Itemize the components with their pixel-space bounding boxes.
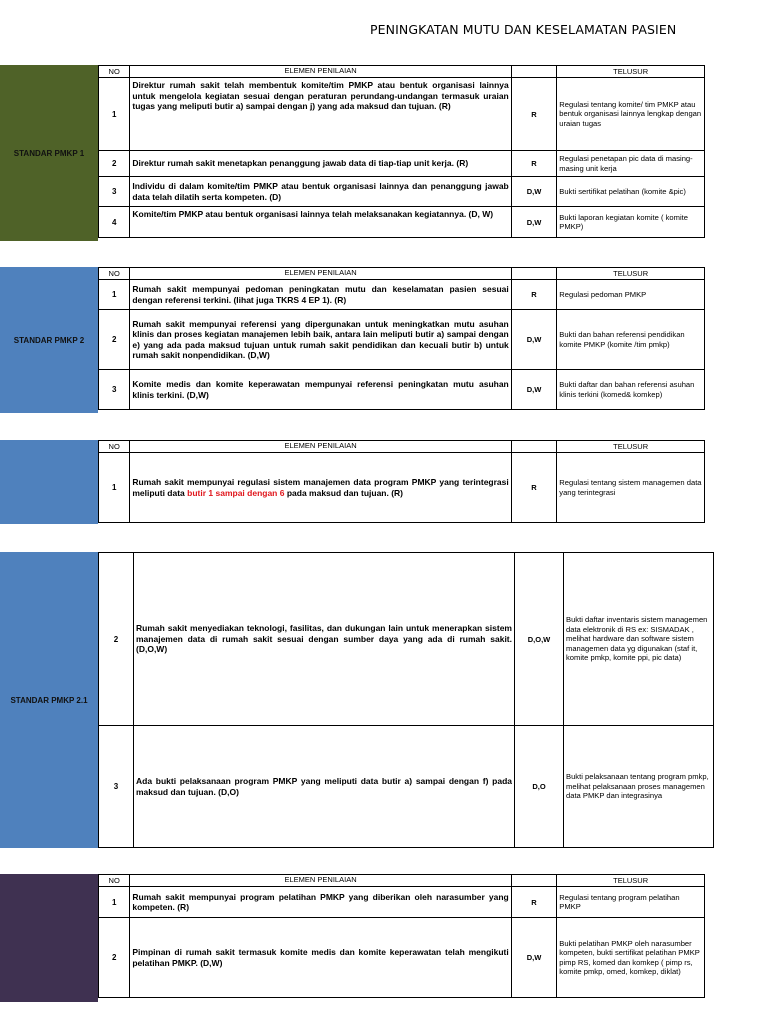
row-elemen: Komite medis dan komite keperawatan mempunyai referensi peningkatan mutu asuhan klinis terkini. (D,W) (130, 370, 511, 410)
header-telusur: TELUSUR (557, 66, 705, 78)
header-elemen: ELEMEN PENILAIAN (130, 875, 511, 887)
row-elemen: Rumah sakit mempunyai program pelatihan PMKP yang diberikan oleh narasumber yang kompeten. (R) (130, 887, 511, 918)
assessment-table (98, 552, 714, 848)
assessment-table (98, 440, 705, 523)
row-elemen: Ada bukti pelaksanaan program PMKP yang meliputi data butir a) sampai dengan f) pada maksud dan tujuan. (D,O) (134, 726, 515, 848)
section-label-text: STANDAR PMKP 2.1 (10, 695, 88, 705)
row-no: 2 (99, 553, 134, 726)
table-row (99, 151, 705, 177)
header-elemen: ELEMEN PENILAIAN (130, 66, 511, 78)
header-telusur: TELUSUR (557, 441, 705, 453)
row-elemen: Pimpinan di rumah sakit termasuk komite medis dan komite keperawatan telah mengikuti pelatihan PMKP. (D,W) (130, 918, 511, 998)
header-code (511, 875, 557, 887)
row-elemen: Individu di dalam komite/tim PMKP atau bentuk organisasi lainnya dan penanggung jawab data telah dilatih serta kompeten. (D) (130, 177, 511, 207)
row-elemen-text: pada maksud dan tujuan. (R) (284, 487, 404, 498)
row-telusur: Bukti pelatihan PMKP oleh narasumber kompeten, bukti sertifikat pelatihan PMKP pimp RS, komed dan komkep ( pimp rs, komite pmkp, omed, komkep, diklat) (557, 918, 705, 998)
header-no: NO (99, 875, 130, 887)
row-telusur: Bukti laporan kegiatan komite ( komite PMKP) (557, 207, 705, 238)
row-telusur: Bukti sertifikat pelatihan (komite &pic) (557, 177, 705, 207)
row-no: 3 (99, 370, 130, 410)
row-code: D,W (511, 370, 557, 410)
section-pmkp-2-1-top (0, 440, 768, 524)
row-no: 2 (99, 151, 130, 177)
row-no: 2 (99, 310, 130, 370)
row-telusur: Bukti daftar inventaris sistem managemen data elektronik di RS ex: SISMADAK , melihat hardware dan software sistem managemen data yg digunakan (staf it, komite pmkp, komite ppi, pic data) (564, 553, 714, 726)
table-row (99, 887, 705, 918)
row-no: 1 (99, 887, 130, 918)
row-code: R (511, 280, 557, 310)
row-elemen: Direktur rumah sakit menetapkan penanggung jawab data di tiap-tiap unit kerja. (R) (130, 151, 511, 177)
section-pmkp-training (0, 874, 768, 1002)
row-elemen: Rumah sakit mempunyai referensi yang dipergunakan untuk meningkatkan mutu asuhan klinis dan proses kegiatan manajemen lebih baik, antara lain meliputi butir a) sampai dengan e) yang ada pada maksud tujuan untuk rumah sakit pendidikan dan kecuali butir b) untuk rumah sakit nonpendidikan. (D,W) (130, 310, 511, 370)
row-elemen-text: Rumah sakit mempunyai regulasi sistem manajemen data program PMKP yang terintegrasi meliputi data (132, 477, 509, 498)
row-elemen: Direktur rumah sakit telah membentuk komite/tim PMKP atau bentuk organisasi lainnya untuk mengelola kegiatan sesuai dengan peraturan perundang-undangan termasuk uraian tugas yang meliputi butir a) sampai dengan j) yang ada maksud dan tujuan. (R) (130, 78, 511, 151)
section-label-text: STANDAR PMKP 2 (13, 335, 85, 345)
row-elemen (130, 453, 511, 523)
row-telusur: Regulasi tentang sistem managemen data yang terintegrasi (557, 453, 705, 523)
table-row (99, 207, 705, 238)
row-telusur: Regulasi pedoman PMKP (557, 280, 705, 310)
row-no: 4 (99, 207, 130, 238)
table-header-row (99, 268, 705, 280)
header-no: NO (99, 66, 130, 78)
row-code: R (511, 453, 557, 523)
row-elemen: Rumah sakit mempunyai pedoman peningkatan mutu dan keselamatan pasien sesuai dengan referensi terkini. (lihat juga TKRS 4 EP 1). (R) (130, 280, 511, 310)
section-label-sidebar (0, 440, 98, 524)
section-label-pmkp-2-1 (0, 552, 98, 848)
table-header-row (99, 66, 705, 78)
table-row (99, 553, 714, 726)
row-telusur: Regulasi penetapan pic data di masing-masing unit kerja (557, 151, 705, 177)
table-row (99, 453, 705, 523)
header-no: NO (99, 441, 130, 453)
table-header-row (99, 875, 705, 887)
row-telusur: Regulasi tentang komite/ tim PMKP atau bentuk organisasi lainnya lengkap dengan uraian tugas (557, 78, 705, 151)
row-code: R (511, 78, 557, 151)
row-telusur: Bukti pelaksanaan tentang program pmkp, melihat pelaksanaan proses managemen data PMKP dan integrasinya (564, 726, 714, 848)
row-code: D,W (511, 177, 557, 207)
row-elemen: Komite/tim PMKP atau bentuk organisasi lainnya telah melaksanakan kegiatannya. (D, W) (130, 207, 511, 238)
header-code (511, 268, 557, 280)
header-no: NO (99, 268, 130, 280)
section-label-pmkp-1 (0, 65, 98, 241)
section-label-sidebar (0, 874, 98, 1002)
section-pmkp-1 (0, 65, 768, 241)
row-elemen: Rumah sakit menyediakan teknologi, fasilitas, dan dukungan lain untuk menerapkan sistem manajemen data di rumah sakit sesuai dengan sumber daya yang ada di rumah sakit. (D,O,W) (134, 553, 515, 726)
row-code: D,W (511, 918, 557, 998)
assessment-table (98, 65, 705, 238)
table-row (99, 280, 705, 310)
table-row (99, 177, 705, 207)
table-row (99, 370, 705, 410)
header-telusur: TELUSUR (557, 268, 705, 280)
header-elemen: ELEMEN PENILAIAN (130, 268, 511, 280)
header-code (511, 66, 557, 78)
section-label-text: STANDAR PMKP 1 (13, 148, 85, 158)
section-pmkp-2-1 (0, 552, 768, 848)
row-no: 1 (99, 453, 130, 523)
row-telusur: Bukti dan bahan referensi pendidikan komite PMKP (komite /tim pmkp) (557, 310, 705, 370)
assessment-table (98, 267, 705, 410)
row-code: D,O (515, 726, 564, 848)
page-title: PENINGKATAN MUTU DAN KESELAMATAN PASIEN (370, 22, 677, 37)
table-row (99, 726, 714, 848)
row-no: 3 (99, 177, 130, 207)
table-header-row (99, 441, 705, 453)
header-code (511, 441, 557, 453)
row-code: D,W (511, 310, 557, 370)
row-elemen-highlight: butir 1 sampai dengan 6 (187, 487, 285, 498)
row-no: 3 (99, 726, 134, 848)
row-code: D,W (511, 207, 557, 238)
row-code: R (511, 151, 557, 177)
row-no: 1 (99, 78, 130, 151)
assessment-table (98, 874, 705, 998)
row-telusur: Regulasi tentang program pelatihan PMKP (557, 887, 705, 918)
table-row (99, 918, 705, 998)
section-pmkp-2 (0, 267, 768, 413)
row-code: R (511, 887, 557, 918)
table-row (99, 78, 705, 151)
row-no: 2 (99, 918, 130, 998)
header-elemen: ELEMEN PENILAIAN (130, 441, 511, 453)
header-telusur: TELUSUR (557, 875, 705, 887)
section-label-pmkp-2 (0, 267, 98, 413)
table-row (99, 310, 705, 370)
row-telusur: Bukti daftar dan bahan referensi asuhan klinis terkini (komed& komkep) (557, 370, 705, 410)
row-no: 1 (99, 280, 130, 310)
row-code: D,O,W (515, 553, 564, 726)
